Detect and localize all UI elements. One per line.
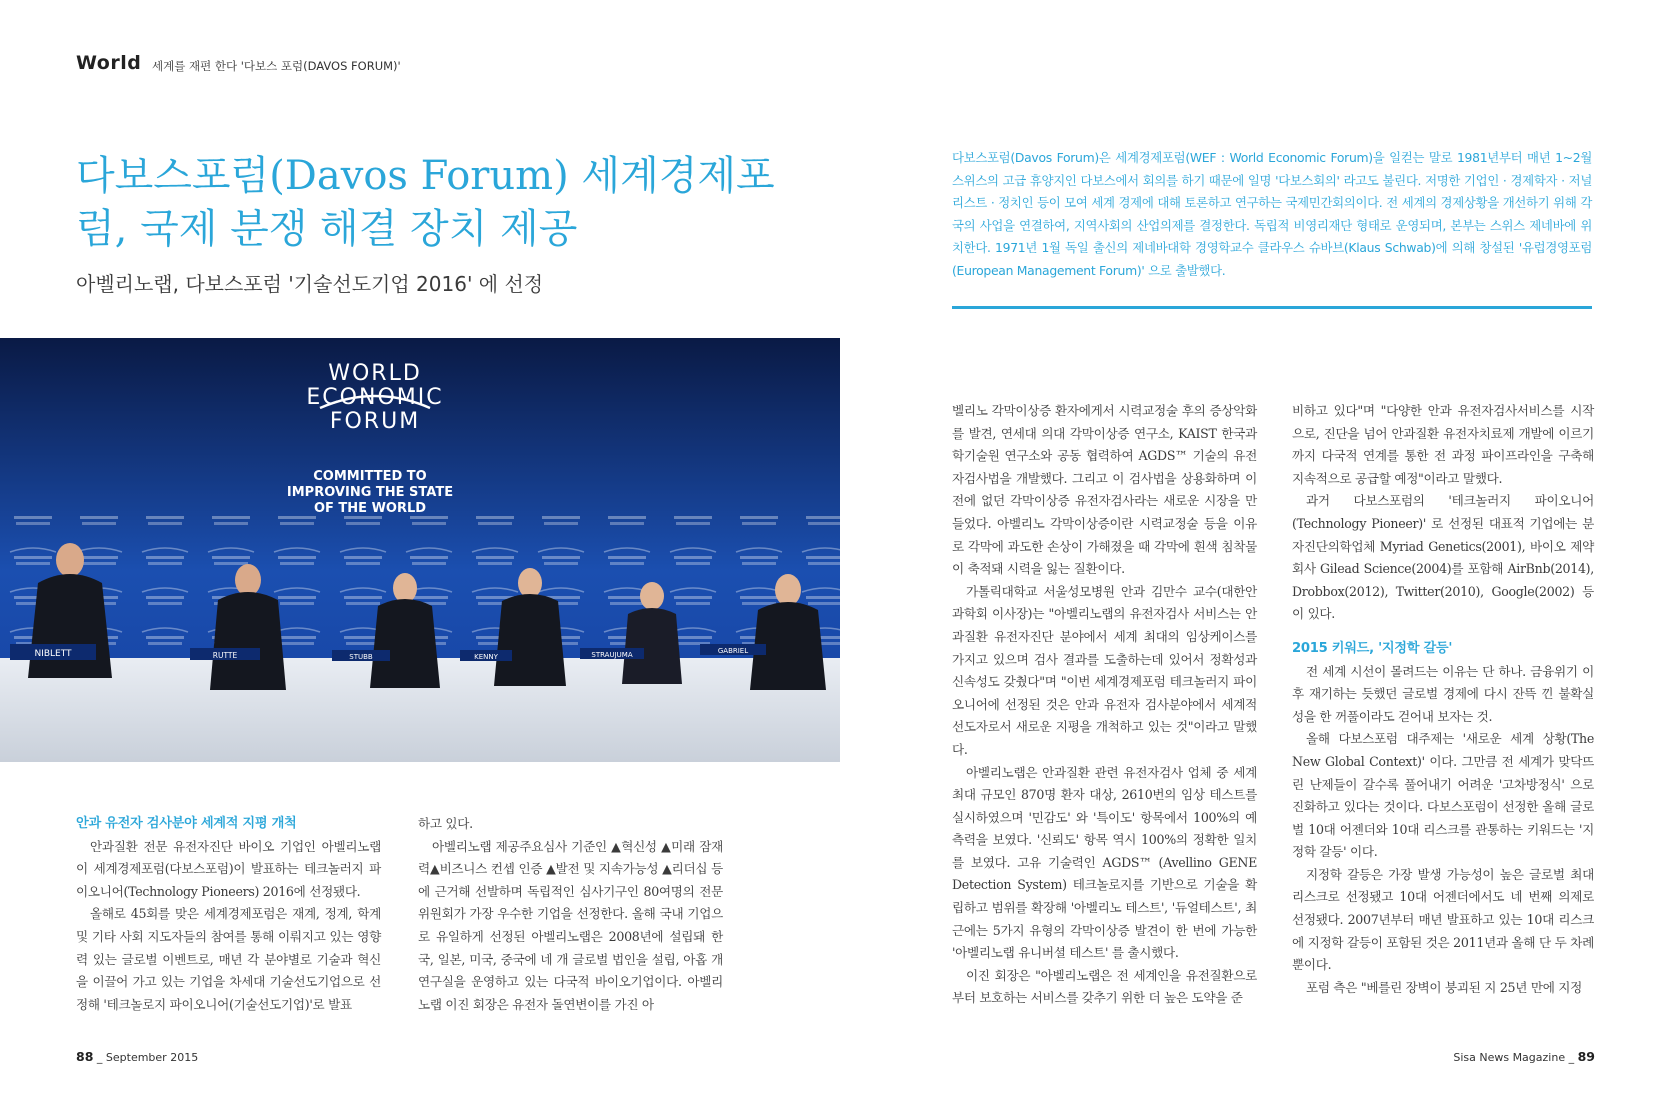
col4-paragraph-4: 올해 다보스포럼 대주제는 '새로운 세계 상황(The New Global Context)' 이다. 그만큼 전 세계가 맞닥뜨린 난제들이 갈수록 풀어내기 어려운 '고차방정식' 으로 진화하고 있다는 것이다. 다보스포럼이 선정한 올해 글로벌 10대 어젠더와 10대 리스크를 관통하는 키워드는 '지정학 갈등' 이다. — [1292, 731, 1594, 860]
nameplate-5: STRAUJUMA — [591, 651, 633, 659]
col2-paragraph-2: 아벨리노랩 제공주요심사 기준인 ▲혁신성 ▲미래 잠재력▲비즈니스 컨셉 인증 ▲발전 및 지속가능성 ▲리더십 등에 근거해 선발하며 독립적인 심사기구인 80여명의 전문위원회가 가장 우수한 기업을 선정한다. 올해 국내 기업으로 유일하게 선정된 아벨리노랩은 2008년에 설립돼 한국, 일본, 미국, 중국에 네 개 글로벌 법인을 설립, 아홉 개 연구실을 운영하고 있는 다국적 바이오기업이다. 아벨리노랩 이진 회장은 유전자 돌연변이를 가진 아 — [418, 838, 723, 1012]
davos-panel-photo — [0, 338, 840, 762]
nameplate-2: RUTTE — [212, 651, 238, 660]
article-subheadline: 아벨리노랩, 다보스포럼 '기술선도기업 2016' 에 선정 — [76, 272, 544, 296]
intro-paragraph: 다보스포럼(Davos Forum)은 세계경제포럼(WEF : World Economic Forum)을 일컫는 말로 1981년부터 매년 1~2월 스위스의 고급 휴양지인 다보스에서 회의를 하기 때문에 일명 '다보스회의' 라고도 불린다. 저명한 기업인 · 경제학자 · 저널리스트 · 정치인 등이 모여 세계 경제에 대해 토론하고 연구하는 국제민간회의이다. 전 세계의 경제상황을 개선하기 위해 각국의 사업을 연결하여, 지역사회의 산업의제를 결정한다. 독립적 비영리재단 형태로 운영되며, 본부는 스위스 제네바에 위치한다. 1971년 1월 독일 출신의 제네바대학 경영학교수 클라우스 슈바브(Klaus Schwab)에 의해 창설된 '유럽경영포럼(European Management Forum)' 으로 출발했다. — [952, 150, 1592, 278]
page-number-right: 89 — [1577, 1049, 1595, 1064]
nameplate-4: KENNY — [474, 653, 498, 661]
col4-paragraph-3: 전 세계 시선이 몰려드는 이유는 단 하나. 금융위기 이후 재기하는 듯했던 글로벌 경제에 다시 잔뜩 낀 불확실성을 한 꺼풀이라도 걷어내 보자는 것. — [1292, 663, 1594, 724]
article-headline: 다보스포럼(Davos Forum) 세계경제포럼, 국제 분쟁 해결 장치 제공 — [76, 153, 775, 252]
nameplate-6: GABRIEL — [717, 647, 749, 655]
nameplate-3: STUBB — [349, 653, 373, 661]
column-4 — [1292, 400, 1594, 999]
col3-paragraph-1: 벨리노 각막이상증 환자에게서 시력교정술 후의 증상악화를 발견, 연세대 의대 각막이상증 연구소, KAIST 한국과학기술원 연구소와 공동 협력하여 AGDS™ 기술의 유전자검사법을 개발했다. 그리고 이 검사법을 상용화하며 이전에 없던 각막이상증 유전자검사라는 새로운 시장을 만들었다. 아벨리노 각막이상증이란 시력교정술 등을 이유로 각막에 과도한 손상이 가해졌을 때 각막에 흰색 침착물이 축적돼 시력을 잃는 질환이다. — [952, 403, 1257, 577]
footer-magazine: Sisa News Magazine _ — [1453, 1051, 1575, 1064]
nameplate-1: NIBLETT — [34, 649, 72, 659]
intro-divider — [952, 306, 1592, 309]
col3-paragraph-3: 아벨리노랩은 안과질환 관련 유전자검사 업체 중 세계 최대 규모인 870명 환자 대상, 2610번의 임상 테스트를 실시하였으며 '민감도' 와 '특이도' 항목에서 100%의 예측력을 보였다. '신뢰도' 항목 역시 100%의 정확한 일치를 보였다. 고유 기술력인 AGDS™ (Avellino GENE Detection System) 테크놀로지를 기반으로 기술을 확립하고 범위를 확장해 '아벨리노 테스트', '듀얼테스트', 최근에는 5가지 유형의 각막이상증 발견이 한 번에 가능한 '아벨리노랩 유니버셜 테스트' 를 출시했다. — [952, 764, 1257, 961]
col1-paragraph-2: 올해로 45회를 맞은 세계경제포럼은 재계, 정계, 학계 및 기타 사회 지도자들의 참여를 통해 이뤄지고 있는 영향력 있는 글로벌 이벤트로, 매년 각 분야별로 기술과 혁신을 이끌어 가고 있는 기업을 차세대 기술선도기업으로 선정해 '테크놀로지 파이오니어(기술선도기업)'로 발표 — [76, 906, 381, 1012]
slogan-line-1: COMMITTED TO — [313, 469, 427, 484]
column-3 — [952, 400, 1257, 1010]
col4-paragraph-6: 포럼 측은 "베를린 장벽이 붕괴된 지 25년 만에 지정 — [1306, 979, 1582, 995]
column-1 — [76, 813, 381, 1016]
col2-paragraph-1: 하고 있다. — [418, 816, 473, 831]
logo-line-2: ECONOMIC — [306, 385, 444, 410]
col1-heading: 안과 유전자 검사분야 세계적 지평 개척 — [76, 816, 297, 831]
col3-paragraph-4: 이진 회장은 "아벨리노랩은 전 세계인을 유전질환으로부터 보호하는 서비스를 갖추기 위한 더 높은 도약을 준 — [952, 967, 1257, 1006]
col1-paragraph-1: 안과질환 전문 유전자진단 바이오 기업인 아벨리노랩이 세계경제포럼(다보스포럼)이 발표하는 테크놀러지 파이오니어(Technology Pioneers) 2016에 선정됐다. — [76, 838, 381, 899]
logo-line-3: FORUM — [329, 409, 421, 434]
col4-paragraph-1: 비하고 있다"며 "다양한 안과 유전자검사서비스를 시작으로, 진단을 넘어 안과질환 유전자치료제 개발에 이르기까지 다국적 연계를 통한 전 과정 파이프라인을 구축해 지속적으로 공급할 예정"이라고 말했다. — [1292, 403, 1594, 486]
col3-paragraph-2: 가톨릭대학교 서울성모병원 안과 김만수 교수(대한안과학회 이사장)는 "아벨리노랩의 유전자검사 서비스는 안과질환 유전자진단 분야에서 세계 최대의 임상케이스를 가지고 있으며 검사 결과를 도출하는데 있어서 정확성과 신속성도 갖췄다"며 "이번 세계경제포럼 테크놀러지 파이오니어에 선정된 것은 안과 유전자 검사분야에서 세계적 선도자로서 새로운 지평을 개척하고 있는 것"이라고 말했다. — [952, 583, 1257, 757]
slogan-line-3: OF THE WORLD — [313, 501, 427, 516]
footer-right — [1453, 1049, 1595, 1064]
slogan-line-2: IMPROVING THE STATE — [286, 485, 454, 500]
section-subtitle: 세계를 재편 한다 '다보스 포럼(DAVOS FORUM)' — [152, 59, 401, 73]
column-2 — [418, 813, 723, 1016]
col4-paragraph-5: 지정학 갈등은 가장 발생 가능성이 높은 글로벌 최대 리스크로 선정됐고 10대 어젠더에서도 네 번째 의제로 선정됐다. 2007년부터 매년 발표하고 있는 10대 리스크에 지정학 갈등이 포함된 것은 2011년과 올해 단 두 차례 뿐이다. — [1292, 866, 1594, 973]
section-label: World — [76, 52, 142, 74]
col4-paragraph-2: 과거 다보스포럼의 '테크놀러지 파이오니어(Technology Pioneer)' 로 선정된 대표적 기업에는 분자진단의학업체 Myriad Genetics(2001), 바이오 제약회사 Gilead Science(2004)를 포함해 AirBnb(2014), Drobbox(2012), Twitter(2010), Google(2002) 등이 있다. — [1292, 493, 1594, 622]
page-number-left: 88 — [76, 1049, 94, 1064]
logo-line-1: WORLD — [328, 361, 422, 386]
footer-date: _ September 2015 — [96, 1051, 199, 1064]
col4-heading: 2015 키워드, '지정학 갈등' — [1292, 640, 1453, 656]
footer-left — [76, 1049, 198, 1064]
